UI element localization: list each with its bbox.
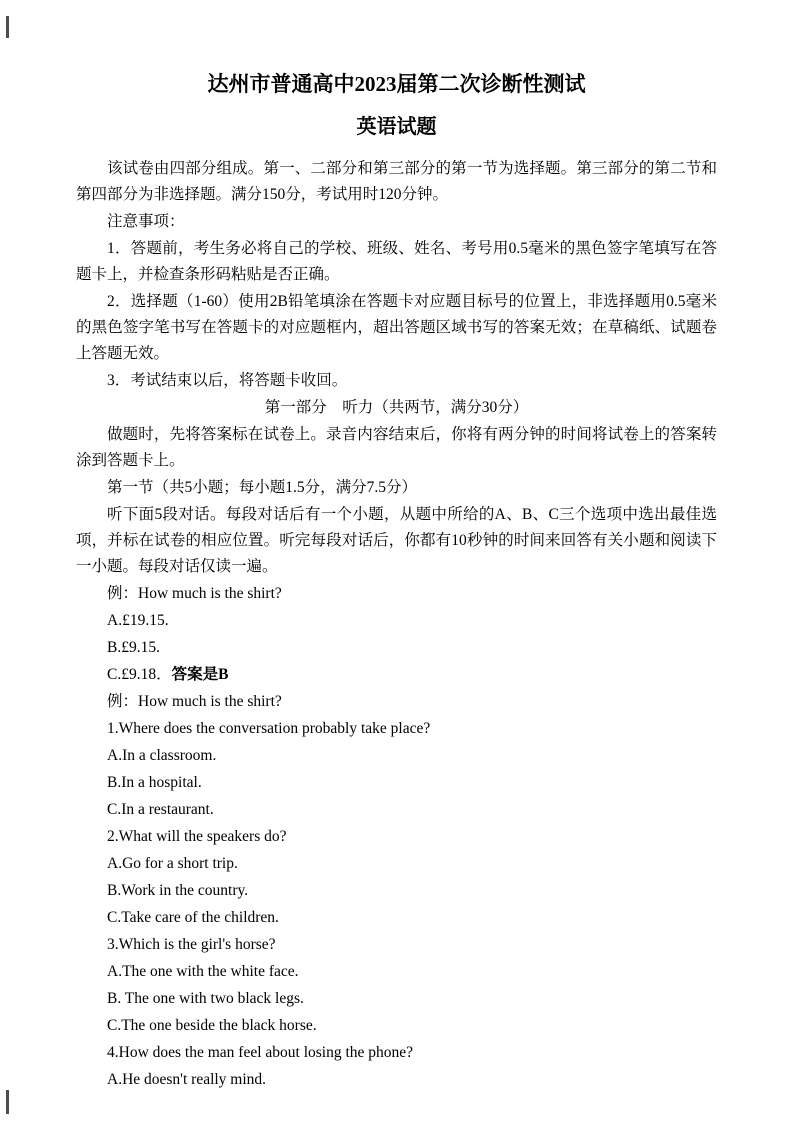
text-line: 例：How much is the shirt? (107, 693, 282, 710)
text-line: A.£19.15. (107, 612, 169, 629)
page-edge-mark-bottom (6, 1090, 9, 1114)
text-line: A.In a classroom. (107, 747, 217, 764)
text-line: A.Go for a short trip. (107, 855, 238, 872)
text-line: 注意事项： (107, 213, 185, 230)
text-line: B. The one with two black legs. (107, 990, 304, 1007)
text-line: A.He doesn't really mind. (107, 1071, 267, 1088)
text-line: 第一部分 听力（共两节，满分30分） (264, 399, 529, 416)
text-line: 1.Where does the conversation probably take place? (107, 720, 431, 737)
answer-bold-text: 答案是B (171, 666, 229, 683)
text-line: A.The one with the white face. (107, 963, 299, 980)
text-line: 做题时，先将答案标在试卷上。录音内容结束后，你将有两分钟的时间将试卷上的答案转涂到答题卡上。 (76, 426, 717, 469)
text-line: B.£9.15. (107, 639, 160, 656)
text-segment: C.£9.18． (107, 666, 172, 683)
page-edge-mark-top (6, 16, 9, 38)
document-blocks (76, 156, 717, 1093)
text-line (76, 662, 717, 688)
text-line: 该试卷由四部分组成。第一、二部分和第三部分的第一节为选择题。第三部分的第二节和第四部分为非选择题。满分150分，考试用时120分钟。 (76, 160, 717, 203)
text-line: C.Take care of the children. (107, 909, 279, 926)
document-title: 达州市普通高中2023届第二次诊断性测试 (207, 72, 586, 96)
text-line: 3.Which is the girl's horse? (107, 936, 276, 953)
text-line: 2.What will the speakers do? (107, 828, 287, 845)
text-line: C.In a restaurant. (107, 801, 214, 818)
text-line: 听下面5段对话。每段对话后有一个小题，从题中所给的A、B、C三个选项中选出最佳选项，并标在试卷的相应位置。听完每段对话后，你都有10秒钟的时间来回答有关小题和阅读下一小题。每段对话仅读一遍。 (76, 506, 717, 575)
text-line: 例：How much is the shirt? (107, 585, 282, 602)
text-line: C.The one beside the black horse. (107, 1017, 317, 1034)
text-line: 第一节（共5小题；每小题1.5分，满分7.5分） (107, 479, 418, 496)
text-line: 1．答题前，考生务必将自己的学校、班级、姓名、考号用0.5毫米的黑色签字笔填写在答题卡上，并检查条形码粘贴是否正确。 (76, 240, 717, 283)
text-line: B.Work in the country. (107, 882, 249, 899)
text-line: 4.How does the man feel about losing the phone? (107, 1044, 414, 1061)
text-line: B.In a hospital. (107, 774, 202, 791)
text-line: 3．考试结束以后，将答题卡收回。 (107, 372, 348, 389)
text-line: 2．选择题（1-60）使用2B铅笔填涂在答题卡对应题目标号的位置上，非选择题用0.5毫米的黑色签字笔书写在答题卡的对应题框内，超出答题区域书写的答案无效；在草稿纸、试题卷上答题无效。 (76, 293, 717, 362)
document-subtitle: 英语试题 (356, 116, 437, 138)
